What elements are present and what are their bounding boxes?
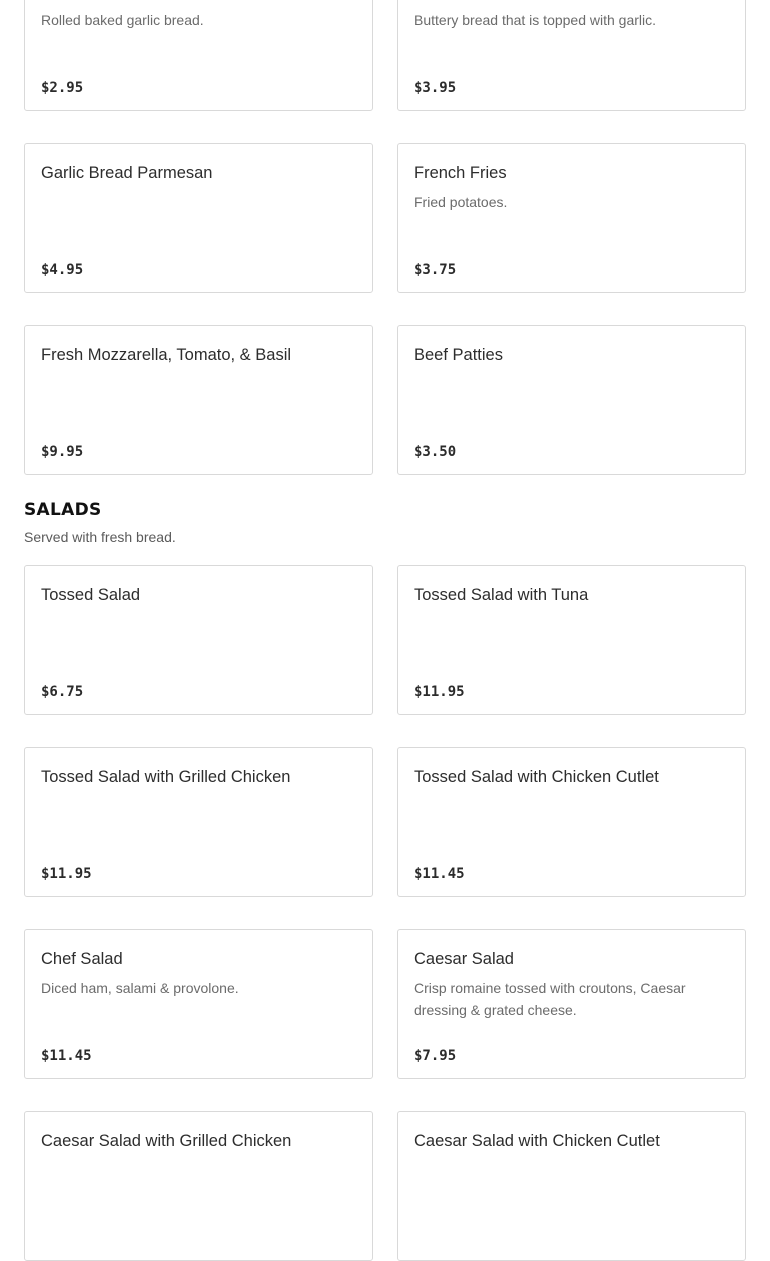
menu-item-price: $11.95 xyxy=(41,866,92,882)
menu-item-name: Tossed Salad xyxy=(41,586,141,604)
menu-item-description: Buttery bread that is topped with garlic. xyxy=(414,12,657,28)
menu-item-price: $6.75 xyxy=(41,684,84,700)
appetizers-grid xyxy=(24,0,746,475)
menu-item-card[interactable] xyxy=(24,1111,373,1261)
menu-item-name: Fresh Mozzarella, Tomato, & Basil xyxy=(41,346,292,364)
menu-item-name: Tossed Salad with Chicken Cutlet xyxy=(414,768,659,786)
menu-item-price: $4.95 xyxy=(41,262,84,278)
menu-item-price: $11.45 xyxy=(414,866,465,882)
menu-item-name: French Fries xyxy=(414,164,507,182)
menu-item-card[interactable] xyxy=(24,143,373,293)
menu-item-card[interactable] xyxy=(397,747,746,897)
menu-item-card[interactable] xyxy=(397,325,746,475)
menu-item-card[interactable] xyxy=(24,929,373,1079)
menu-item-name: Caesar Salad with Chicken Cutlet xyxy=(414,1132,660,1150)
menu-item-description: Crisp romaine tossed with croutons, Caesar dressing & grated cheese. xyxy=(414,980,686,1018)
menu-item-card[interactable] xyxy=(397,929,746,1079)
menu-item-description: Fried potatoes. xyxy=(414,194,508,210)
menu-item-name: Tossed Salad with Grilled Chicken xyxy=(41,768,291,786)
menu-item-price: $11.95 xyxy=(414,684,465,700)
menu-item-card[interactable] xyxy=(397,565,746,715)
menu-item-price: $2.95 xyxy=(41,80,84,96)
menu-item-card[interactable] xyxy=(24,565,373,715)
menu-item-name: Beef Patties xyxy=(414,346,503,364)
salads-grid xyxy=(24,565,746,1261)
menu-item-card[interactable] xyxy=(397,0,746,111)
menu-item-description: Rolled baked garlic bread. xyxy=(41,12,204,28)
menu-item-description: Diced ham, salami & provolone. xyxy=(41,980,239,996)
menu-item-name: Garlic Bread Parmesan xyxy=(41,164,213,182)
menu-item-price: $3.75 xyxy=(414,262,457,278)
section-title: SALADS xyxy=(24,500,102,520)
menu-item-name: Chef Salad xyxy=(41,950,123,968)
menu-item-card[interactable] xyxy=(24,325,373,475)
menu-item-card[interactable] xyxy=(24,747,373,897)
menu-item-price: $11.45 xyxy=(41,1048,92,1064)
menu-item-price: $3.50 xyxy=(414,444,457,460)
menu-item-card[interactable] xyxy=(24,0,373,111)
menu-item-name: Caesar Salad xyxy=(414,950,514,968)
menu-item-name: Tossed Salad with Tuna xyxy=(414,586,589,604)
menu-item-price: $3.95 xyxy=(414,80,457,96)
menu-item-price: $7.95 xyxy=(414,1048,457,1064)
section-subtitle: Served with fresh bread. xyxy=(24,529,176,545)
menu-item-price: $9.95 xyxy=(41,444,84,460)
menu-item-card[interactable] xyxy=(397,143,746,293)
menu-item-card[interactable] xyxy=(397,1111,746,1261)
menu-item-name: Caesar Salad with Grilled Chicken xyxy=(41,1132,292,1150)
